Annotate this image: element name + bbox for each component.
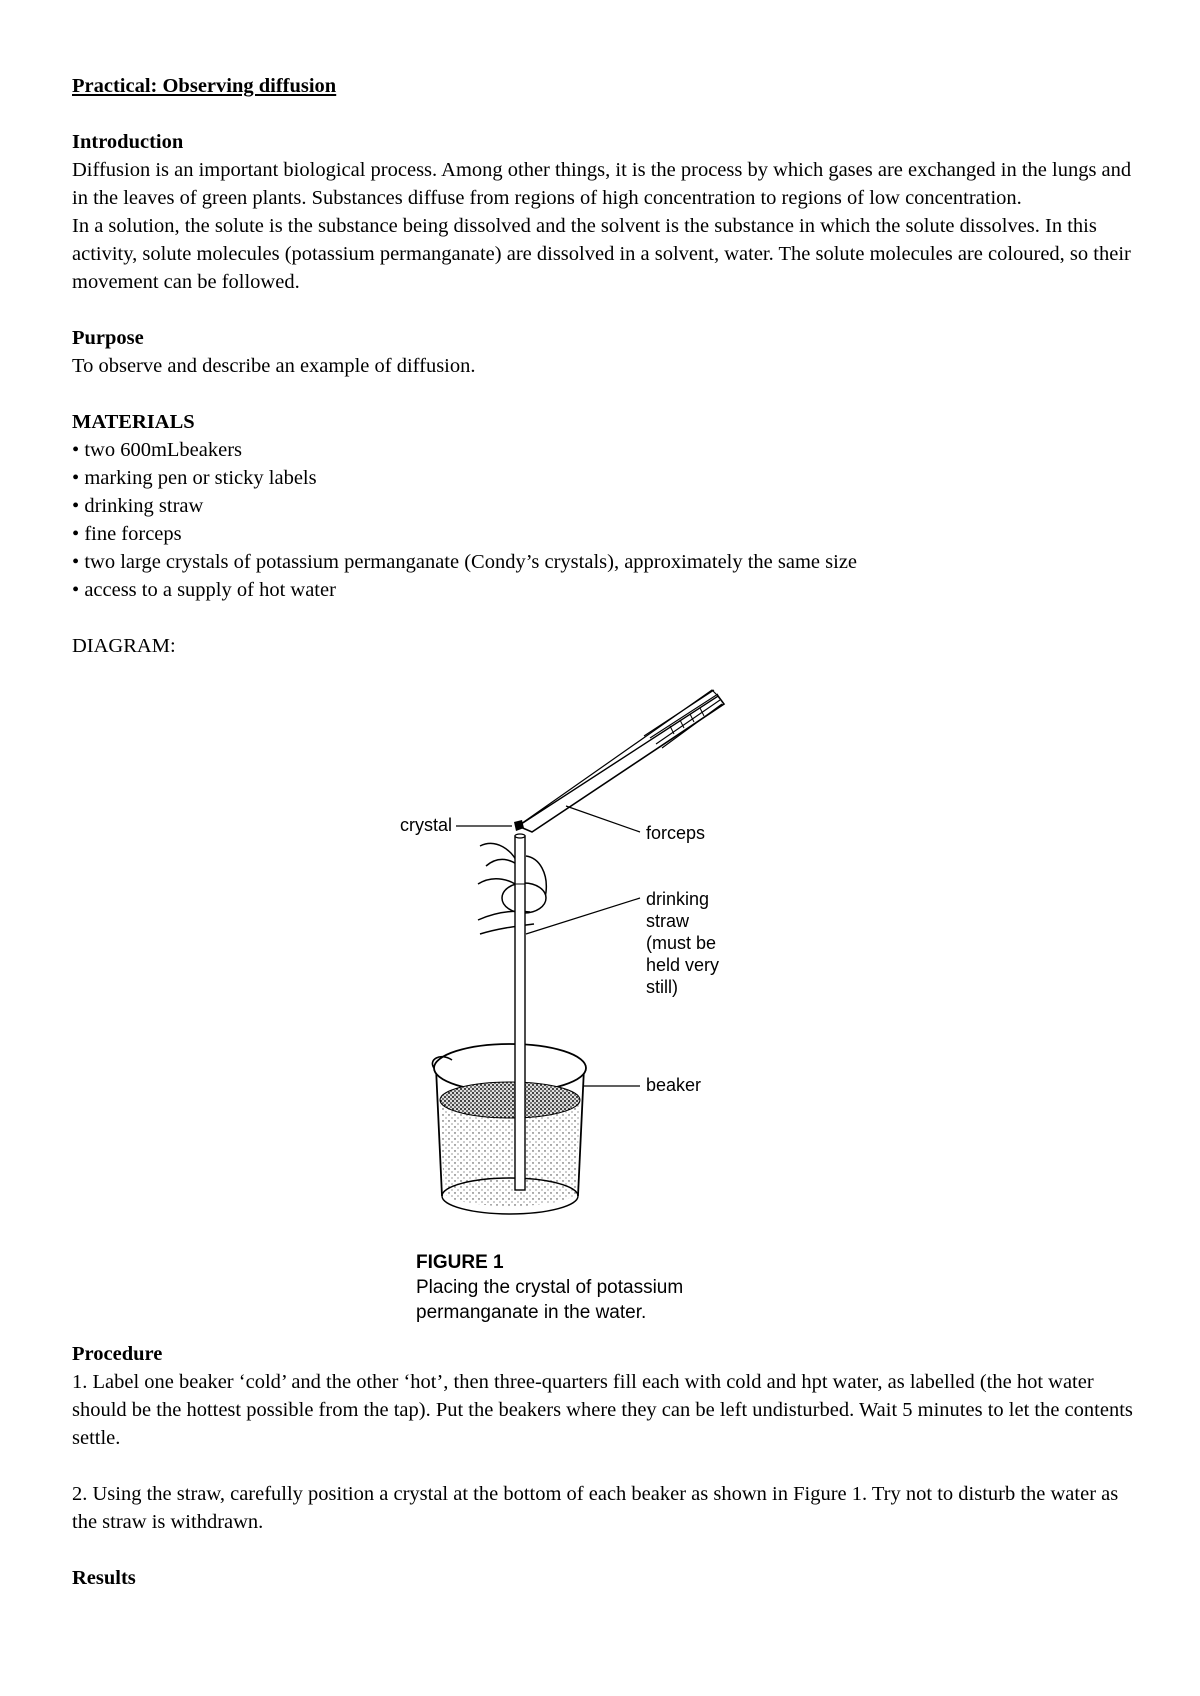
list-item: • marking pen or sticky labels [72,464,1142,492]
hand-drawing [478,843,546,934]
page-title: Practical: Observing diffusion [72,75,337,97]
list-item: • drinking straw [72,492,1142,520]
document-body [72,72,1142,660]
materials-list [72,436,1142,604]
list-item: • two 600mLbeakers [72,436,1142,464]
label-crystal: crystal [400,815,453,835]
purpose-text: To observe and describe an example of diffusion. [72,355,476,377]
label-drinking-straw: still) [646,977,678,997]
label-drinking-straw: (must be [646,933,717,953]
label-drinking-straw: drinking [646,889,710,909]
introduction-paragraph-2: In a solution, the solute is the substance being dissolved and the solvent is the substance in which the solute dissolves. In this activity, solute molecules (potassium permanganate) are dissolved in a solvent, water. The solute molecules are coloured, so their movement can be followed. [72,215,1131,293]
crystal-drawing [514,820,524,831]
list-item: • fine forceps [72,520,1142,548]
purpose-heading: Purpose [72,327,144,349]
materials-heading: MATERIALS [72,411,195,433]
procedure-section [72,1340,1142,1592]
diagram-heading: DIAGRAM: [72,635,176,657]
diagram-illustration [400,688,820,1248]
results-heading: Results [72,1567,136,1589]
figure-diffusion-setup [400,688,820,1340]
procedure-heading: Procedure [72,1343,163,1365]
beaker-drawing [432,1044,586,1214]
introduction-paragraph-1: Diffusion is an important biological process. Among other things, it is the process by which gases are exchanged in the lungs and in the leaves of green plants. Substances diffuse from regions of high concentration to regions of low concentration. [72,159,1132,209]
list-item: • two large crystals of potassium permanganate (Condy’s crystals), approximately the same size [72,548,1142,576]
straw-drawing [515,834,525,1190]
procedure-step-1: 1. Label one beaker ‘cold’ and the other ‘hot’, then three-quarters fill each with cold and hpt water, as labelled (the hot water should be the hottest possible from the tap). Put the beakers where they can be left undisturbed. Wait 5 minutes to let the contents settle. [72,1371,1133,1449]
procedure-step-2: 2. Using the straw, carefully position a crystal at the bottom of each beaker as shown in Figure 1. Try not to disturb the water as the straw is withdrawn. [72,1483,1119,1533]
figure-number: FIGURE 1 [416,1252,504,1273]
leader-lines [456,806,640,1086]
label-drinking-straw: held very [646,955,720,975]
figure-caption-line: Placing the crystal of potassium [416,1277,684,1298]
label-beaker: beaker [646,1075,702,1095]
list-item: • access to a supply of hot water [72,576,1142,604]
forceps-drawing [518,690,724,832]
introduction-heading: Introduction [72,131,184,153]
label-forceps: forceps [646,823,706,843]
figure-caption-line: permanganate in the water. [416,1302,647,1323]
label-drinking-straw: straw [646,911,690,931]
figure-caption [416,1250,776,1325]
